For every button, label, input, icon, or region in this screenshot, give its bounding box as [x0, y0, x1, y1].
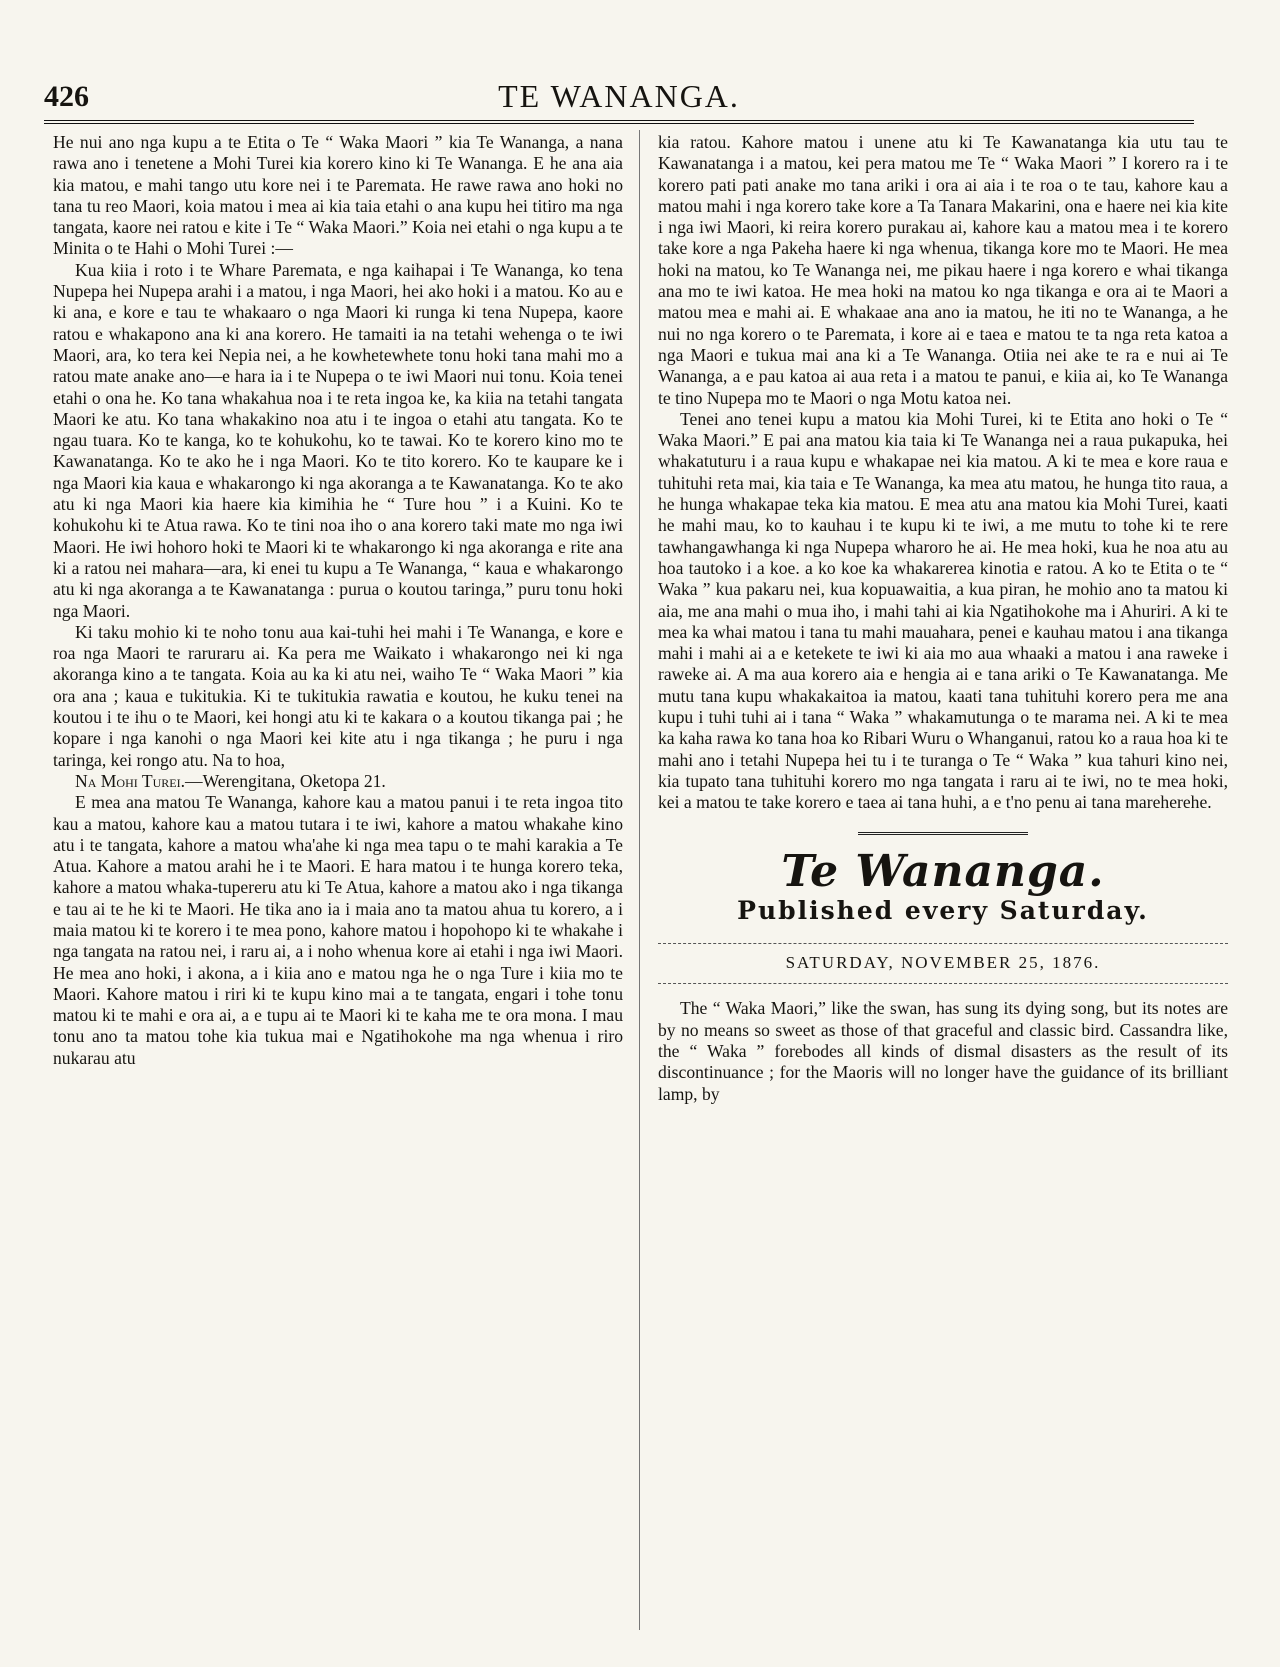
editorial-masthead	[658, 832, 1228, 985]
header-rule	[44, 120, 1194, 124]
article-paragraph: Ki taku mohio ki te noho tonu aua kai-tuhi hei mahi i Te Wananga, e kore e roa nga Maori te raruraru ai. Ka pera me Waikato i whakarongo nei ki nga akoranga kino a te tangata. Koia au ka ki atu nei, waiho Te “ Waka Maori ” kia ora ana ; kaua e tukitukia. Ki te tukitukia rawatia e koutou, he kuku tenei na koutou i te ihu o te Maori, kei hongi atu ki te kakara o a koutou tikanga pai ; he kopare i nga kanohi o nga Maori kei kite atu i nga tikanga ; he puru i nga taringa, kei rongo atu. Na to hoa,	[53, 621, 623, 770]
column-divider	[639, 130, 640, 1630]
article-paragraph: E mea ana matou Te Wananga, kahore kau a matou panui i te reta ingoa tito kau a matou, kahore kau a matou tutara i te iwi, kahore a matou whakahe kino atu i te tangata, kahore a matou wha'ahe ki nga mea tapu o te mahi karakia a Te Atua. Kahore a matou arahi he i te Maori. E hara matou i te hunga korero teka, kahore a matou whaka-tupereru atu ki Te Atua, kahore a matou ako i nga tikanga e tau ai te he ki te Maori. He tika ano ia i maia ano ta matou ahua tu korero, a i maia matou ki te korero i te mea pono, kahore matou i hopohopo ki te whakahe i nga tangata na ratou nei, i raru ai, a i noho whenua kore ai etahi i nga iwi Maori. He mea ano hoki, i akona, a i kiia ano e matou nga he o nga Ture i kiia mo te Maori. Kahore matou i riri ki te kupu kino mai a te tangata, engari i tohe tonu matou ki te mahi e ora ai, a e tupu ai te Maori ki te kaha me te ora mona. I mau tonu ano ta matou tohe kia tukua mai e Ngatihokohe ma nga whenua i riro nukarau atu	[53, 792, 623, 1068]
running-title: TE WANANGA.	[498, 78, 740, 114]
signature-place-date: —Werengitana, Oketopa 21.	[184, 770, 386, 791]
article-paragraph: kia ratou. Kahore matou i unene atu ki Te Kawanatanga kia utu tau te Kawanatanga i a matou, kei pera matou me Te “ Waka Maori ” I korero ra i te korero pati pati anake mo tana ariki i ora ai aia i te roa o te tau, kahore kau a matou mahi i nga korero take kore a Ta Tanara Makarini, ona e haere nei kia kite i nga iwi Maori, ki reira korero purakau ai, kahore kau a matou mea i te korero take kore a nga Pakeha haere ki nga whenua, tikanga kore mo te Maori. He mea hoki na matou, ko Te Wananga nei, me pikau haere i nga korero e whai tikanga ana mo te iwi katoa. He mea hoki na matou ko nga tikanga e ora ai te Maori a matou mea e mahi ai. E whakaae ana ano ia matou, he iti no te Wananga, a he nui no nga korero o te Paremata, i kore ai e taea e matou te ta nga reta katoa a nga Maori e tukua mai ana ki a Te Wananga. Otiia nei ake te ra e nui ai Te Wananga, a e pau katoa ai aua reta i a matou te panui, e kiia ai, ko Te Wananga te tino Nupepa mo te Maori o nga Motu katoa nei.	[658, 132, 1228, 408]
dateline: SATURDAY, NOVEMBER 25, 1876.	[658, 943, 1228, 984]
article-paragraph: Tenei ano tenei kupu a matou kia Mohi Turei, ki te Etita ano hoki o Te “ Waka Maori.” E pai ana matou kia taia ki Te Wananga nei a raua pukapuka, hei whakatuturu i a raua kupu e whakapae nei kia matou. A ki te mea e kore raua e tuhituhi reta mai, kia taia e Te Wananga, ka mea atu matou, he hunga tito raua, a he hunga whakapae teka kia matou. E mea atu ana matou kia Mohi Turei, kaati he mahi mau, ko to kauhau i te kupu ki te iwi, a me mutu to tohe ki te rere tawhangawhanga ki nga Nupepa wharoro he ai. He mea hoki, kua he noa atu au hoa tautoko i a koe. a ko koe ka whakarerea kinotia e ratou. A ko te Etita o te “ Waka ” kua pakaru nei, kua kopuawaitia, a kua piran, he mohio ano ta matou ki aia, me ana mahi o mua iho, i mahi tahi ai kia Ngatihokohe ma i Ahuriri. A ki te mea ka whai matou i tana tu mahi mauahara, penei e kauhau matou i ana tikanga mahi i mahi ai a e ketekete te iwi ki aia mo aua whaaki a matou i ana raweke i raweke ai. A ma aua korero aia e hengia ai e tana ariki o Te Kawanatanga. Me mutu tana kupu whakakaitoa ia matou, kaati tana tuhituhi korero pera me ana kupu i tuhi tuhi ai i tana “ Waka ” whakamutunga o te marama nei. A ki te mea ka kaha rawa ko tana hoa ko Ribari Wuru o Whanganui, ratou ko a raua hoa ki te mahi ano i tetahi Nupepa hei tu i te turanga o Te “ Waka ” kua tahuri kino nei, kia tupato tana tuhituhi korero mo nga tangata i raru ai te iwi, no te mea hoki, kei a matou te take korero e taea ai tana huhi, a e t'no penu ai tana mareherehe.	[658, 408, 1228, 813]
signature-line	[53, 771, 623, 792]
decorative-rule	[858, 832, 1028, 835]
right-column	[658, 132, 1228, 1105]
page-number: 426	[44, 80, 89, 113]
page-header	[44, 76, 1194, 120]
masthead-title: Te Wananga.	[781, 845, 1105, 897]
article-paragraph: Kua kiia i roto i te Whare Paremata, e nga kaihapai i Te Wananga, ko tena Nupepa hei Nupepa arahi i a matou, i nga Maori, hei ako hoki i a matou. Ko au e ki ana, e kore e tau te whakaaro o nga Maori ki runga ki tena Nupepa, kaore ratou e whakapono ana ki ana korero. He tamaiti ia na tetahi wehenga o te iwi Maori, ara, ko tera kei Nepia nei, a he kowhetewhete tonu hoki tana mahi mo a ratou mate anake ano—e hara ia i te Nupepa o te iwi Maori nui tonu. Koia tenei etahi o ona he. Ko tana whakahua noa i te reta ingoa ke, ka kiia na tetahi tangata Maori ke atu. Ko tana whakakino noa atu i te ingoa o etahi atu tangata. Ko te ngau tuara. Ko te kanga, ko te kohukohu, ko te tawai. Ko te korero kino mo te Kawanatanga. Ko te ako he i nga Maori. Ko te tito korero. Ko te kaupare ke i nga Maori kia kaua e whakarongo ki nga akoranga a te Kawanatanga. Ko te ako atu ki nga Maori kia haere kia kimihia he “ Ture hou ” i a Kuini. Ko te kohukohu ki te Atua rawa. Ko te tini noa iho o ana korero taki mate mo nga iwi Maori. He iwi hohoro hoki te Maori ki te whakarongo ki nga akoranga e rite ana ki a ratou nei mahara—ara, ki enei tu kupu a Te Wananga, “ kaua e whakarongo atu ki nga akoranga a te Kawanatanga : purua o koutou taringa,” puru tonu hoki nga Maori.	[53, 259, 623, 621]
published-line: Published every Saturday.	[737, 895, 1149, 925]
english-paragraph: The “ Waka Maori,” like the swan, has sung its dying song, but its notes are by no means so sweet as those of that graceful and classic bird. Cassandra like, the “ Waka ” forebodes all kinds of dismal disasters as the result of its discontinuance ; for the Maoris will no longer have the guidance of its brilliant lamp, by	[658, 998, 1228, 1104]
signature-name: Na Mohi Turei.	[75, 770, 185, 791]
english-editorial	[658, 998, 1228, 1104]
left-column	[53, 132, 623, 1069]
article-paragraph: He nui ano nga kupu a te Etita o Te “ Waka Maori ” kia Te Wananga, a nana rawa ano i tenetene a Mohi Turei kia korero kino ki Te Wananga. E he ana aia kia matou, e mahi tango utu kore nei i te Paremata. He rawe rawa ano hoki no tana tu reo Maori, koia matou i mea ai kia taia etahi o ana kupu hei titiro ma nga tangata, kaore nei ratou e kite i Te “ Waka Maori.” Koia nei etahi o nga kupu a te Minita o te Hahi o Mohi Turei :—	[53, 132, 623, 259]
